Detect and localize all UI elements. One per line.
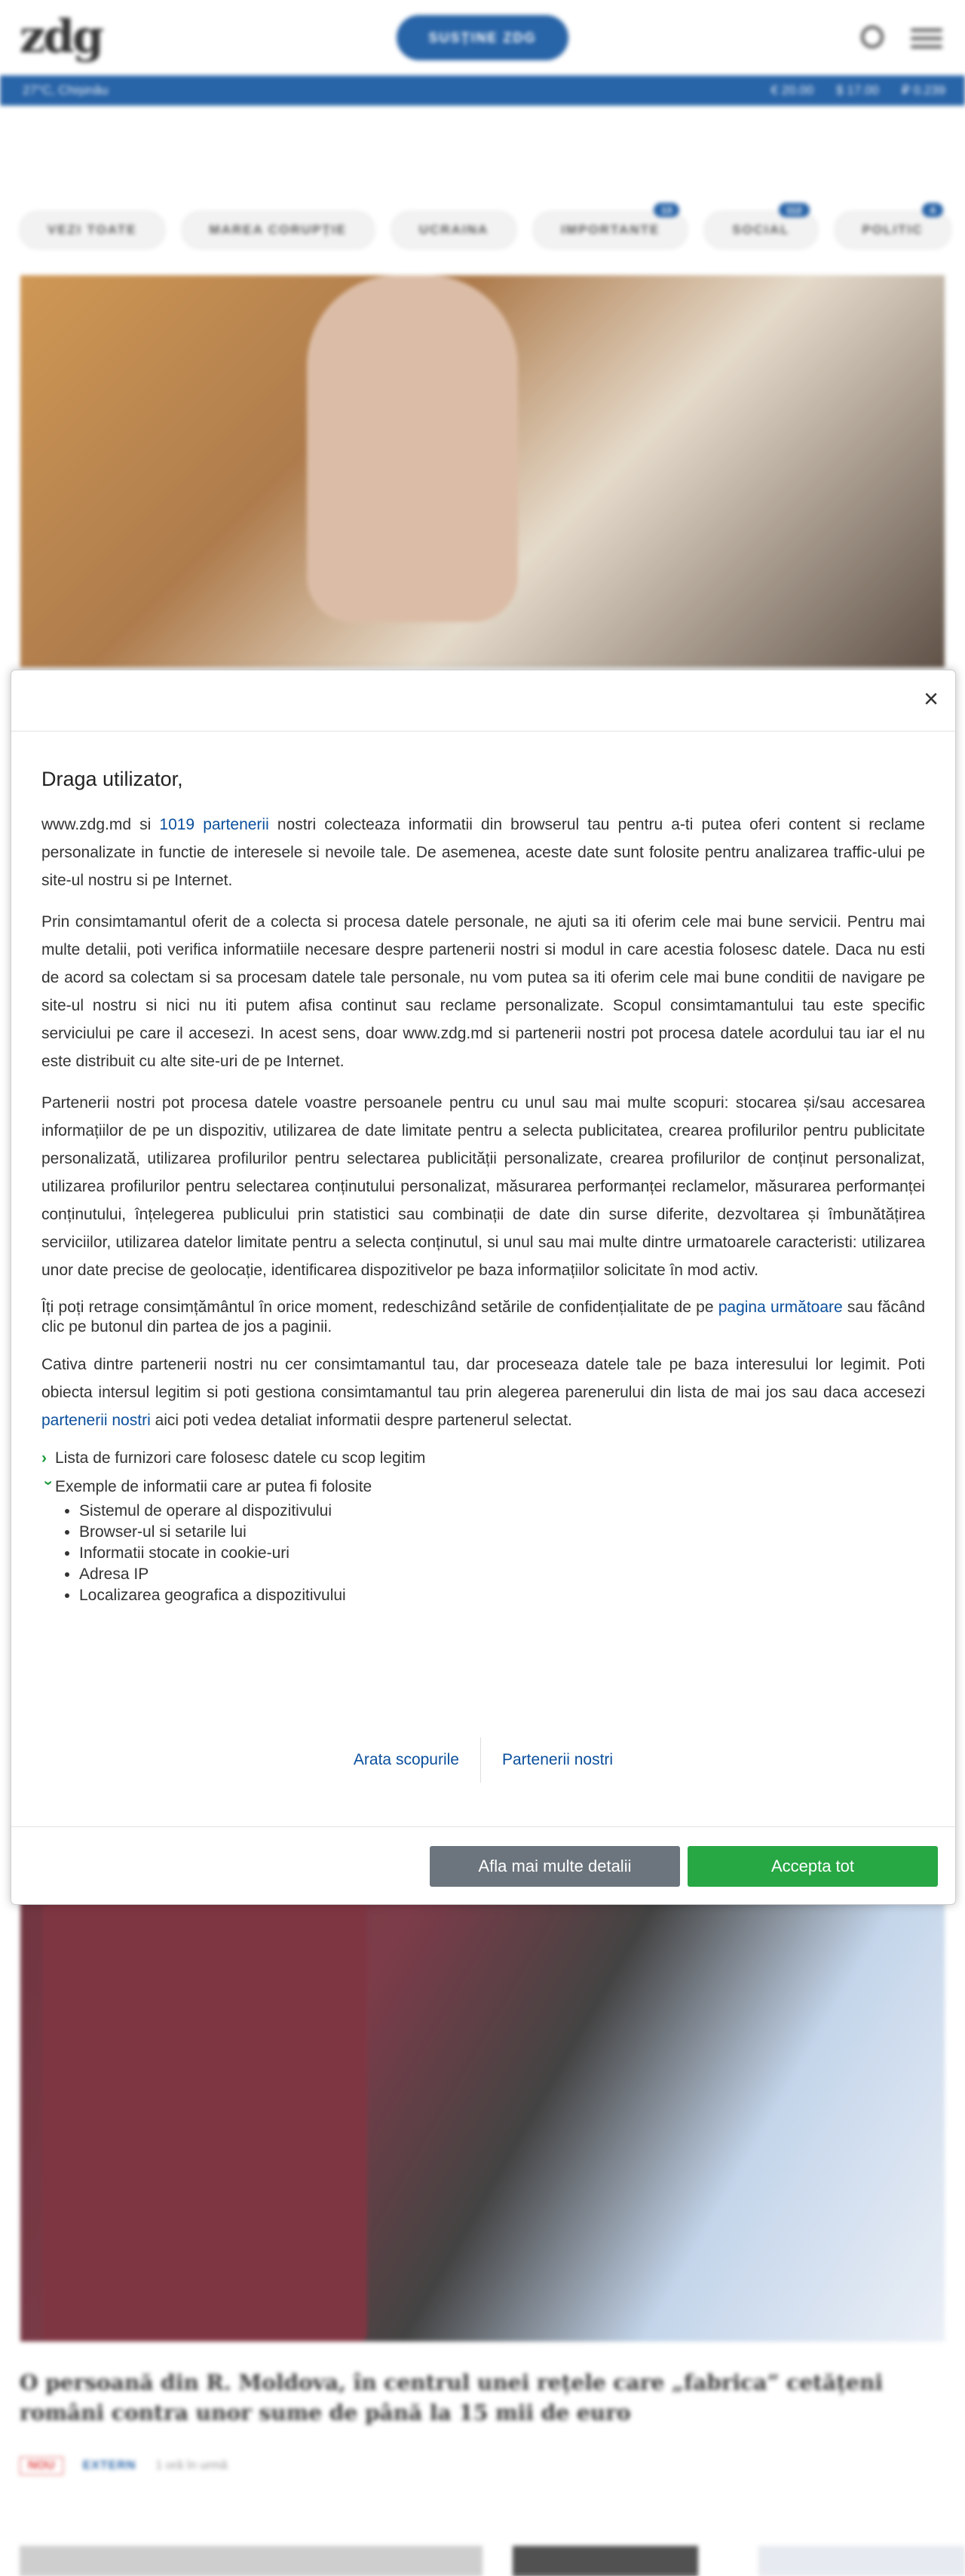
consent-modal (11, 670, 956, 1905)
chip-label: SOCIAL (732, 222, 790, 237)
chip-label: VEZI TOATE (47, 222, 137, 237)
text: aici poti vedea detaliat informatii despre partenerul selectat. (150, 1412, 572, 1429)
greeting: Draga utilizator, (41, 768, 183, 790)
article-time: 1 oră în urmă (155, 2459, 228, 2472)
consent-paragraph-2: Prin consimtamantul oferit de a colecta si procesa datele personale, ne ajuti sa iti oferim cele mai bune servicii. Pentru mai multe detalii, poti verifica informatiile necesare despre partenerii nostri si modul in care acestia folosesc datele. Daca nu esti de acord sa colectam si sa procesam datele tale personale, nu vom putea sa iti oferim cele mai bune conditii de navigare pe site-ul nostru si nici nu iti putem afisa continut sau reclame personalizate. Scopul consimtamantului tau este specific serviciului pe care il accesezi. In acest sens, doar www.zdg.md si partenerii nostri pot procesa datele acordului tau iar el nu este distribuit cu alte site-uri de pe Internet. (41, 913, 925, 1070)
chip-label: IMPORTANTE (561, 222, 660, 237)
our-partners-inline-link[interactable]: partenerii nostri (41, 1412, 151, 1429)
consent-paragraph-1 (41, 811, 925, 894)
consent-paragraph-4 (41, 1298, 925, 1337)
close-icon[interactable]: × (924, 685, 939, 713)
text: nostri colecteaza informatii din browserul tau pentru a-ti putea oferi content si reclame personalizate in functie de interesele si nevoile tale. De asemenea, aceste date sunt folosite pentru analizarea traffic-ului pe site-ul nostru si pe Internet. (41, 816, 925, 889)
text: sau făcând clic pe butonul din partea de jos a paginii. (41, 1299, 926, 1336)
support-button[interactable]: SUSȚINE ZDG (397, 15, 568, 60)
site-logo[interactable]: zdg (20, 11, 102, 63)
list-item: • Informatii stocate in cookie-uri (79, 1543, 925, 1564)
consent-paragraph-3: Partenerii nostri pot procesa datele voastre persoanele pentru cu unul sau mai multe scopuri: stocarea și/sau accesarea informațiilor de pe un dispozitiv, utilizarea de date limitate pentru a selecta publicitatea, crearea profilurilor pentru publicitate personalizată, utilizarea profilurilor pentru selectarea publicității personalizate, crearea profilurilor de conținut personalizat, utilizarea profilurilor pentru selectarea conținutului personalizat, măsurarea performanței reclamelor, măsurarea performanței conținutului, înțelegerea publicului prin statistici sau combinații de date din surse diferite, dezvoltarea și îmbunătățirea serviciilor, utilizarea datelor limitate pentru a selecta conținutul, si unul sau mai multe dintre urmatoarele caracteristi: utilizarea unor date precise de geolocație, identificarea dispozitivelor pe baza informațiilor solicitate în mod activ. (41, 1094, 925, 1279)
legit-vendors-accordion[interactable] (41, 1448, 925, 1469)
article-title[interactable]: O persoană din R. Moldova, în centrul unei rețele care „fabrica” cetățeni români contra unor sume de până la 15 mii de euro (20, 2370, 883, 2425)
rate-usd: $ 17.00 (836, 83, 879, 97)
accordion-label: Lista de furnizori care folosesc datele cu scop legitim (55, 1449, 426, 1467)
chip-label: MAREA CORUPȚIE (209, 222, 347, 237)
chip-label: POLITIC (862, 222, 924, 237)
data-examples-accordion[interactable] (41, 1477, 925, 1498)
text: www.zdg.md si (41, 816, 160, 833)
modal-header (11, 670, 955, 731)
partners-count-link[interactable]: 1019 partenerii (159, 816, 269, 833)
text: Îți poți retrage consimțământul în orice moment, redeschizând setările de confidențialitate de pe (41, 1299, 718, 1316)
weather-text: 27°C, Chișinău (23, 83, 109, 97)
more-details-button[interactable]: Afla mai multe detalii (430, 1846, 680, 1887)
category-link[interactable]: EXTERN (82, 2459, 136, 2472)
show-purposes-link[interactable]: Arata scopurile (353, 1751, 459, 1768)
modal-body (11, 731, 955, 1606)
accordion-label: Exemple de informatii care ar putea fi folosite (55, 1478, 372, 1495)
text: Cativa dintre partenerii nostri nu cer consimtamantul tau, dar proceseaza datele tale pe baza interesului lor legimit. Poti obiecta intersul legitim si poti gestiona consimtamantul tau prin alegerea parenerului din lista de mai jos sau daca accesezi (41, 1356, 925, 1401)
consent-paragraph-5 (41, 1351, 925, 1434)
rate-eur: € 20.00 (770, 83, 814, 97)
chevron-right-icon: › (41, 1449, 47, 1467)
list-item: • Browser-ul si setarile lui (79, 1522, 925, 1543)
examples-list (41, 1501, 925, 1606)
list-item: • Sistemul de operare al dispozitivului (79, 1501, 925, 1522)
modal-footer (11, 1826, 955, 1905)
list-item: • Adresa IP (79, 1564, 925, 1585)
rate-rub: ₽ 0.239 (901, 83, 945, 97)
list-item: • Localizarea geografica a dispozitivului (79, 1585, 925, 1606)
chevron-down-icon: › (40, 1480, 57, 1486)
new-badge: NOU (20, 2457, 63, 2475)
our-partners-link[interactable]: Partenerii nostri (502, 1751, 614, 1768)
next-page-link[interactable]: pagina următoare (718, 1299, 843, 1316)
chip-count: 4 (922, 203, 942, 217)
accept-all-button[interactable]: Accepta tot (688, 1846, 938, 1887)
modal-links (11, 1737, 955, 1783)
chip-label: UCRAINA (418, 222, 489, 237)
chip-count: 13 (654, 203, 679, 217)
chip-count: 112 (779, 203, 810, 217)
